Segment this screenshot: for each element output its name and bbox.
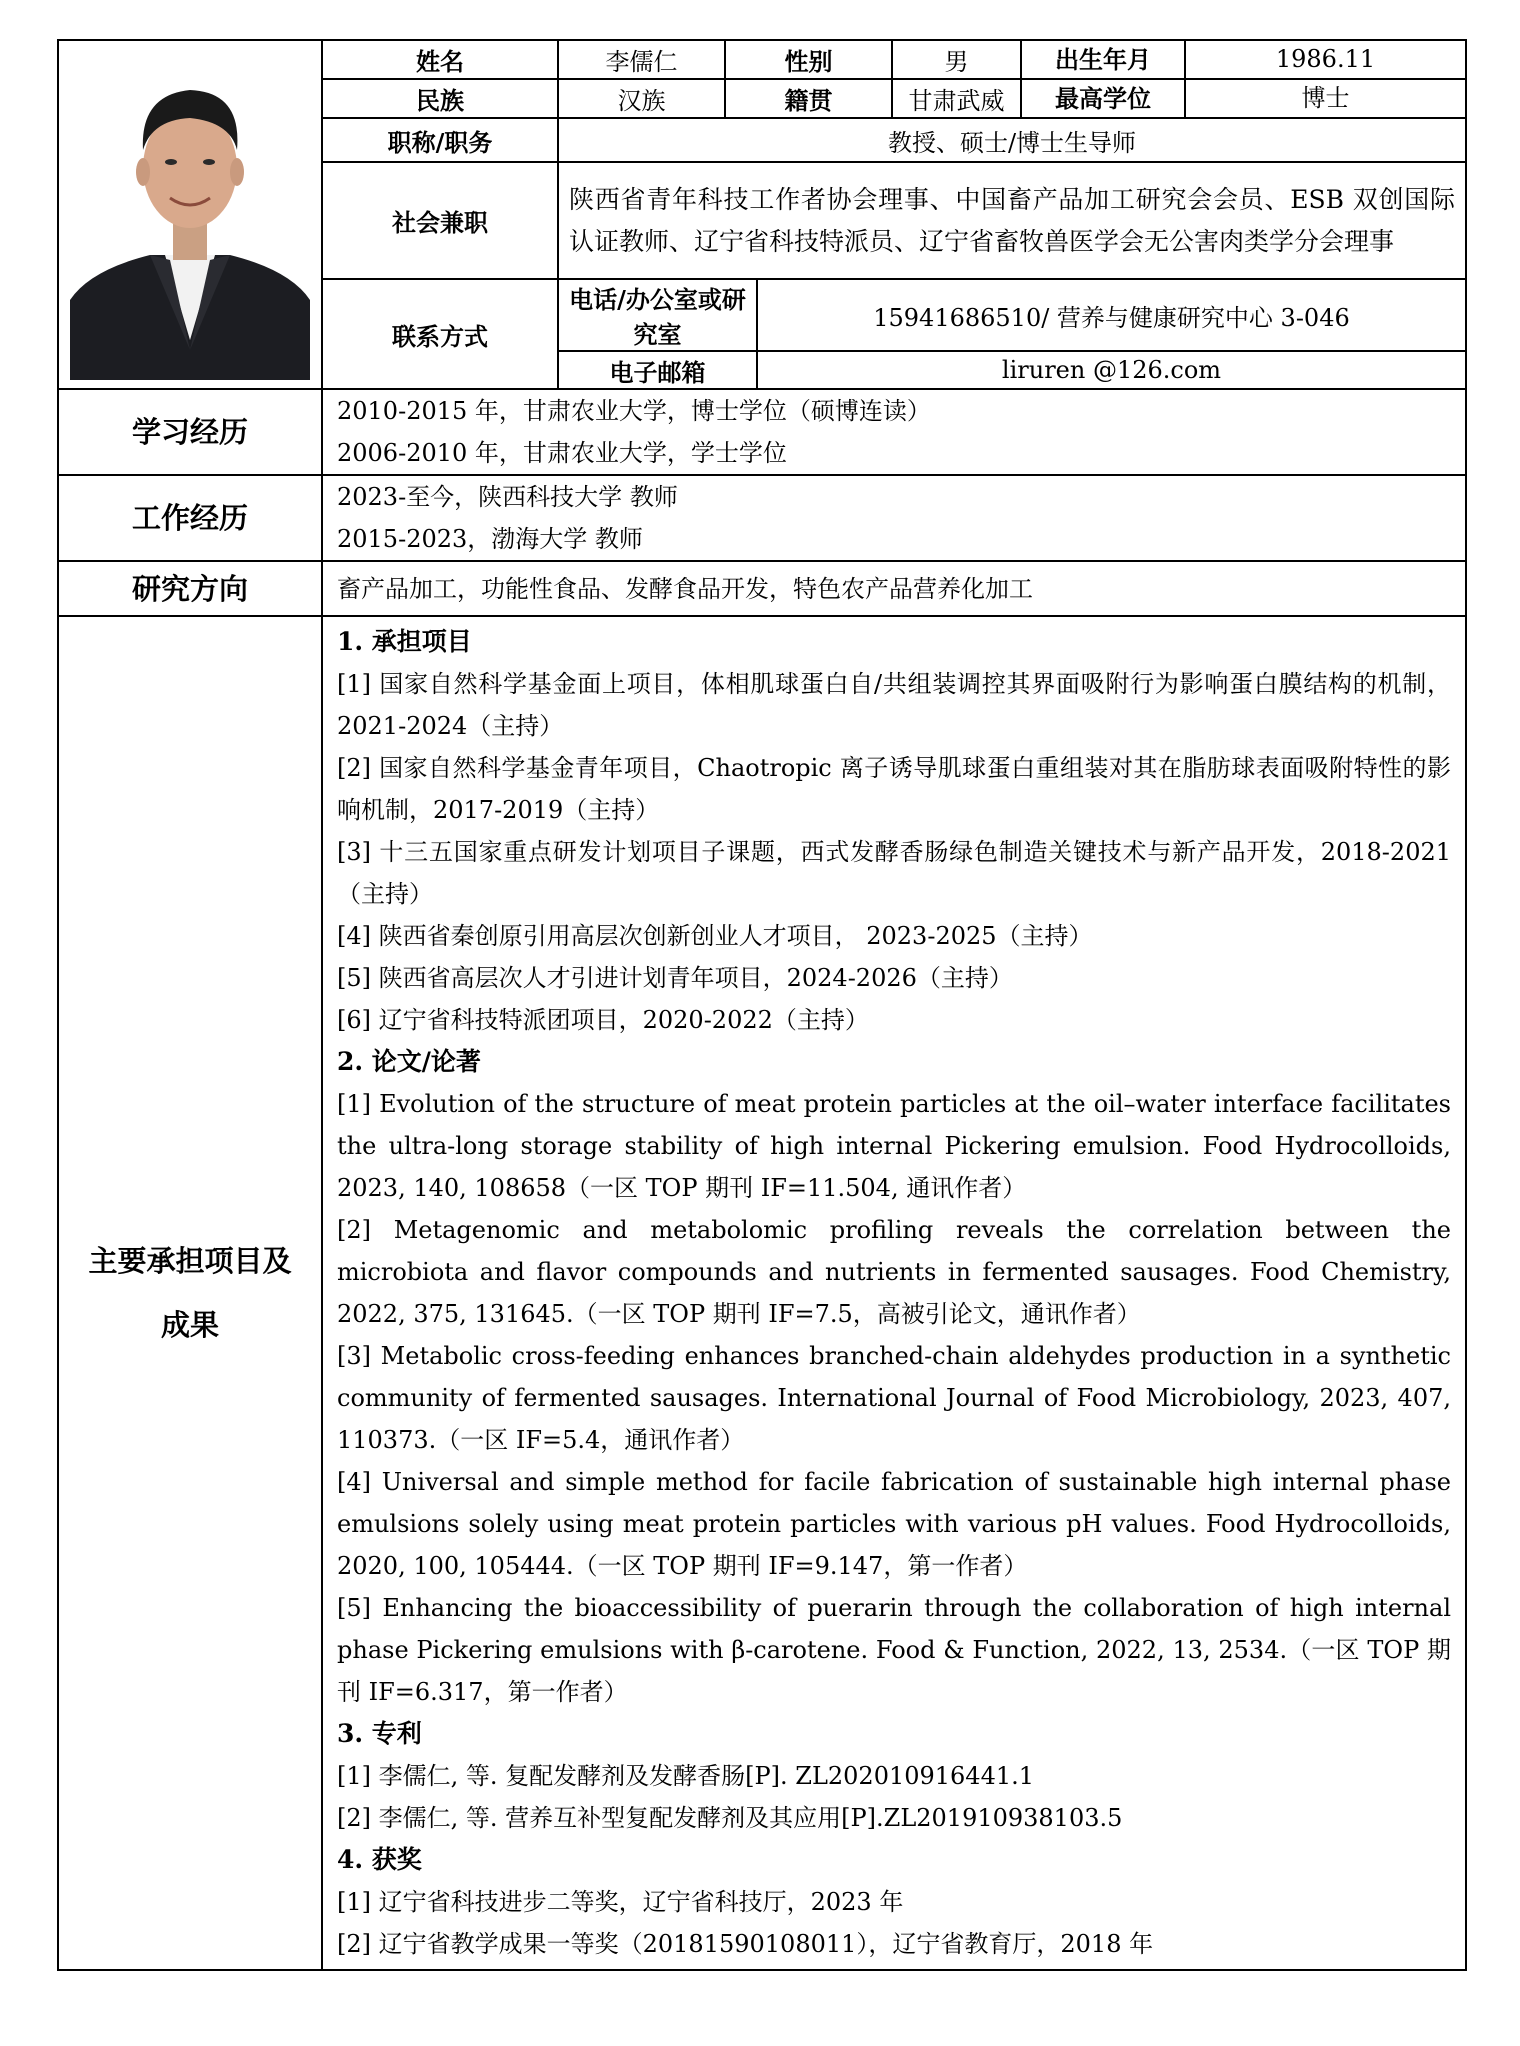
patent-item: [2] 李儒仁, 等. 营养互补型复配发酵剂及其应用[P].ZL201910938103.5 (337, 1804, 1123, 1832)
resume-table (57, 39, 1467, 1971)
project-item: [5] 陕西省高层次人才引进计划青年项目，2024-2026（主持） (337, 964, 1013, 992)
papers-heading: 2. 论文/论著 (337, 1047, 481, 1076)
education-line: 2006-2010 年，甘肃农业大学，学士学位 (337, 439, 787, 467)
work-label: 工作经历 (58, 475, 322, 561)
achievements-content (322, 616, 1466, 1970)
phone-value: 15941686510/ 营养与健康研究中心 3-046 (757, 279, 1466, 351)
project-item: [4] 陕西省秦创原引用高层次创新创业人才项目， 2023-2025（主持） (337, 922, 1093, 950)
research-content: 畜产品加工，功能性食品、发酵食品开发，特色农产品营养化加工 (322, 561, 1466, 616)
achievements-label-line: 主要承担项目及 (88, 1244, 292, 1278)
award-item: [2] 辽宁省教学成果一等奖（20181590108011），辽宁省教育厅，2018 年 (337, 1930, 1154, 1958)
portrait-photo (70, 50, 310, 380)
patents-heading: 3. 专利 (337, 1719, 422, 1748)
origin-value: 甘肃武威 (892, 79, 1021, 118)
degree-value: 博士 (1301, 84, 1350, 112)
education-line: 2010-2015 年，甘肃农业大学，博士学位（硕博连读） (337, 397, 931, 425)
email-value: liruren @126.com (757, 351, 1466, 389)
project-item: [1] 国家自然科学基金面上项目，体相肌球蛋白自/共组装调控其界面吸附行为影响蛋白膜结构的机制，2021-2024（主持） (337, 670, 1451, 740)
awards-heading: 4. 获奖 (337, 1845, 422, 1874)
achievements-label (58, 616, 322, 1970)
origin-label: 籍贯 (725, 79, 892, 118)
contact-label: 联系方式 (322, 279, 558, 389)
paper-item: [4] Universal and simple method for facile fabrication of sustainable high internal phase emulsions solely using meat protein particles with various pH values. Food Hydrocolloids, 2020, 100, 105444.（一区 TOP 期刊 IF=9.147，第一作者） (337, 1468, 1451, 1580)
work-line: 2023-至今，陕西科技大学 教师 (337, 483, 678, 511)
photo-cell (58, 40, 322, 389)
projects-heading: 1. 承担项目 (337, 627, 472, 656)
title-label: 职称/职务 (322, 118, 558, 162)
ethnicity-value: 汉族 (558, 79, 725, 118)
birth-cell (1021, 40, 1466, 79)
education-content (322, 389, 1466, 475)
achievements-label-line: 成果 (160, 1308, 219, 1342)
email-label: 电子邮箱 (558, 351, 757, 389)
work-content (322, 475, 1466, 561)
research-label: 研究方向 (58, 561, 322, 616)
paper-item: [3] Metabolic cross-feeding enhances branched-chain aldehydes production in a synthetic community of fermented sausages. International Journal of Food Microbiology, 2023, 407, 110373.（一区 IF=5.4，通讯作者） (337, 1342, 1451, 1454)
work-line: 2015-2023，渤海大学 教师 (337, 525, 643, 553)
project-item: [3] 十三五国家重点研发计划项目子课题，西式发酵香肠绿色制造关键技术与新产品开发，2018-2021（主持） (337, 838, 1451, 908)
paper-item: [1] Evolution of the structure of meat protein particles at the oil–water interface facilitates the ultra-long storage stability of high internal Pickering emulsion. Food Hydrocolloids, 2023, 140, 108658（一区 TOP 期刊 IF=11.504, 通讯作者） (337, 1090, 1451, 1202)
birth-label: 出生年月 (1022, 41, 1186, 78)
project-item: [2] 国家自然科学基金青年项目，Chaotropic 离子诱导肌球蛋白重组装对其在脂肪球表面吸附特性的影响机制，2017-2019（主持） (337, 754, 1451, 824)
paper-item: [5] Enhancing the bioaccessibility of puerarin through the collaboration of high internal phase Pickering emulsions with β-carotene. Food & Function, 2022, 13, 2534.（一区 TOP 期刊 IF=6.317，第一作者） (337, 1594, 1451, 1706)
social-label: 社会兼职 (322, 162, 558, 279)
gender-label: 性别 (725, 40, 892, 79)
name-label: 姓名 (322, 40, 558, 79)
birth-value: 1986.11 (1275, 45, 1376, 73)
portrait-icon (70, 50, 310, 380)
award-item: [1] 辽宁省科技进步二等奖，辽宁省科技厅，2023 年 (337, 1888, 904, 1916)
social-value: 陕西省青年科技工作者协会理事、中国畜产品加工研究会会员、ESB 双创国际认证教师、辽宁省科技特派员、辽宁省畜牧兽医学会无公害肉类学分会理事 (558, 162, 1466, 279)
education-label: 学习经历 (58, 389, 322, 475)
gender-value: 男 (892, 40, 1021, 79)
degree-cell (1021, 79, 1466, 118)
name-value: 李儒仁 (558, 40, 725, 79)
title-value: 教授、硕士/博士生导师 (558, 118, 1466, 162)
degree-label: 最高学位 (1022, 80, 1186, 117)
phone-label: 电话/办公室或研究室 (558, 279, 757, 351)
paper-item: [2] Metagenomic and metabolomic profiling reveals the correlation between the microbiota and flavor compounds and nutrients in fermented sausages. Food Chemistry, 2022, 375, 131645.（一区 TOP 期刊 IF=7.5，高被引论文，通讯作者） (337, 1216, 1451, 1328)
project-item: [6] 辽宁省科技特派团项目，2020-2022（主持） (337, 1006, 869, 1034)
ethnicity-label: 民族 (322, 79, 558, 118)
patent-item: [1] 李儒仁, 等. 复配发酵剂及发酵香肠[P]. ZL202010916441.1 (337, 1762, 1035, 1790)
